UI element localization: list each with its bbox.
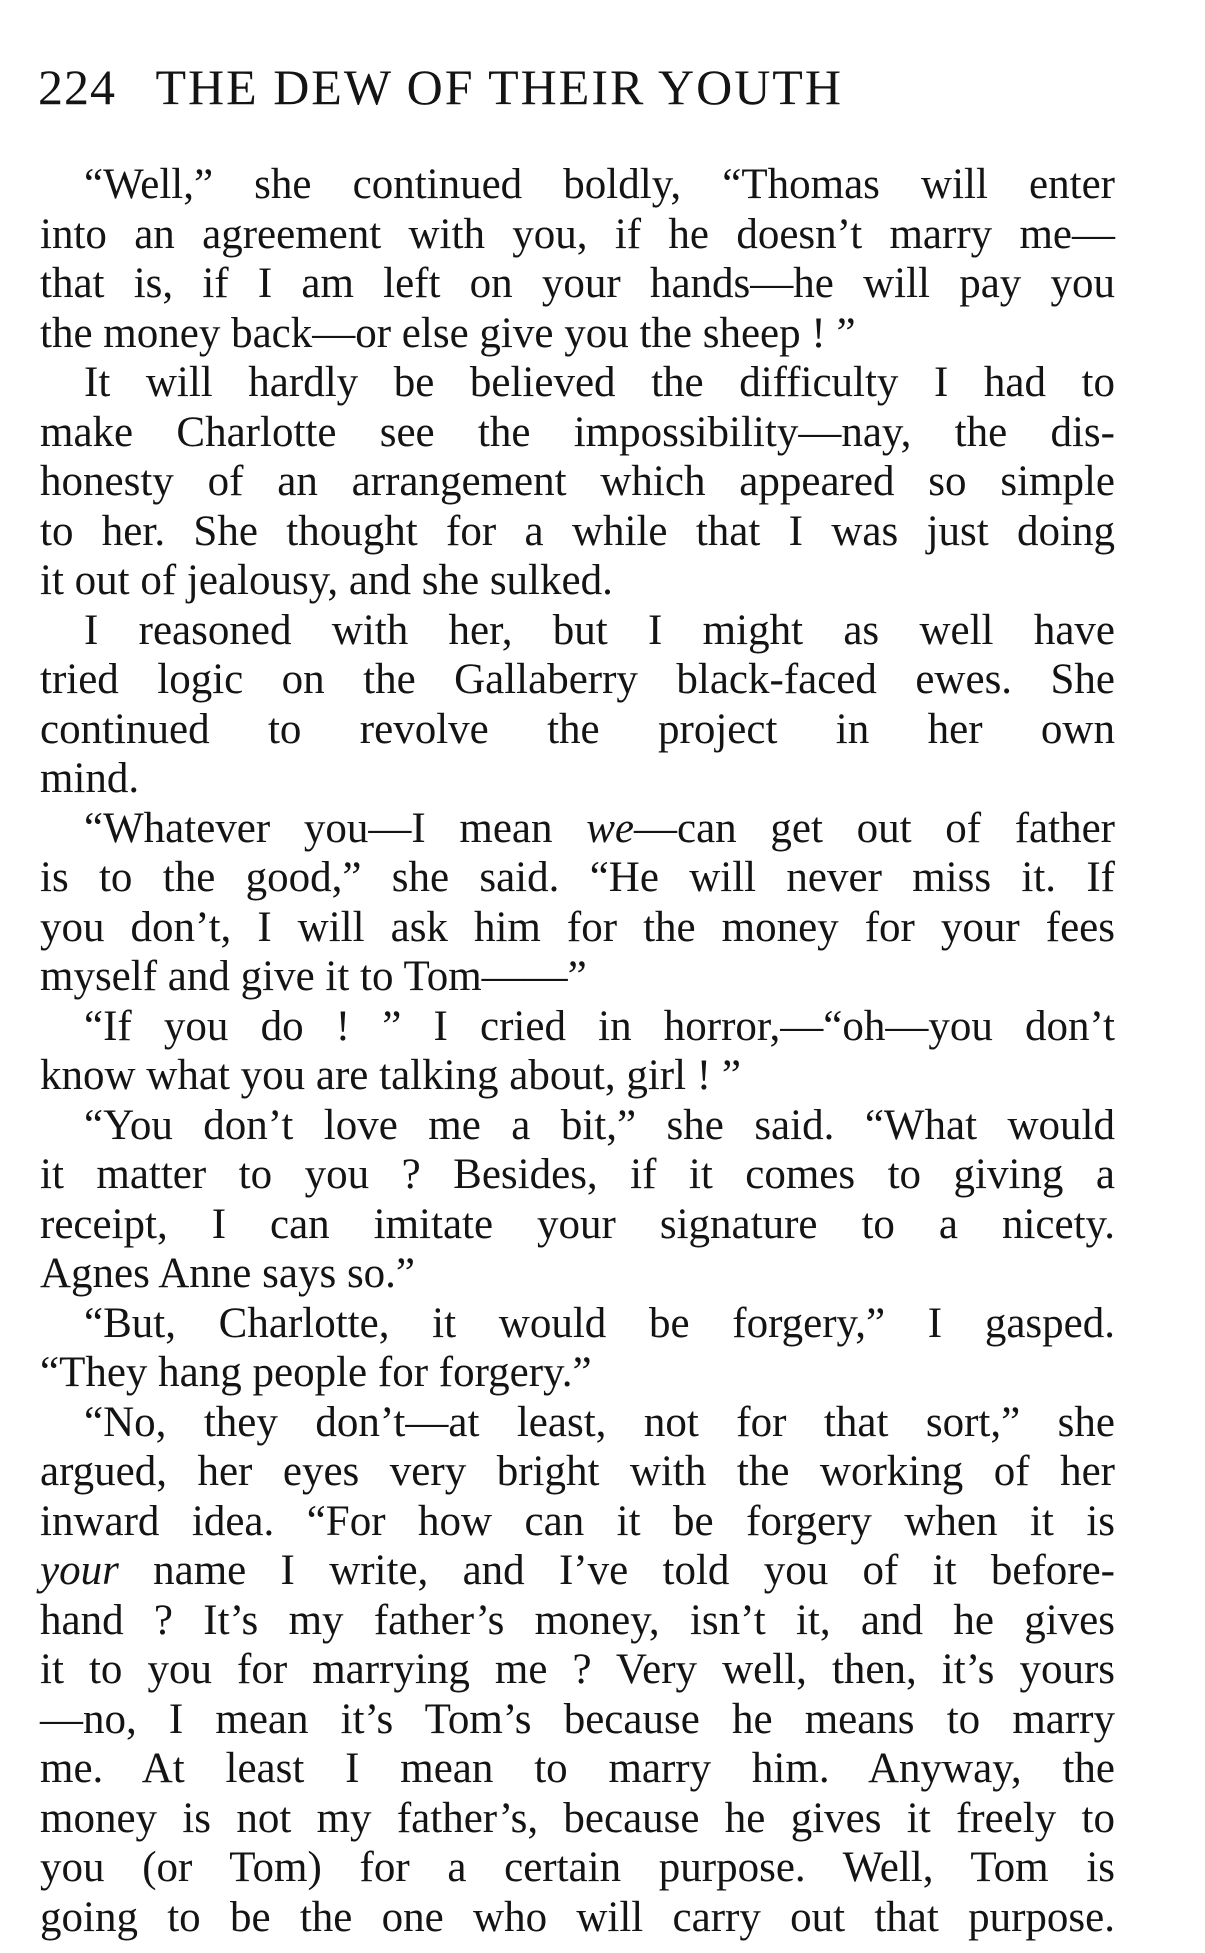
text-line: I reasoned with her, but I might as well have — [84, 606, 1115, 654]
text-line: myself and give it to Tom——” — [40, 953, 587, 1000]
text-line: know what you are talking about, girl ! ” — [40, 1052, 741, 1099]
text-line: Agnes Anne says so.” — [40, 1250, 416, 1297]
text-line: me. At least I mean to marry him. Anyway, the — [40, 1745, 1115, 1792]
text-line: receipt, I can imitate your signature to a nicety. — [40, 1200, 1115, 1248]
text-line: is to the good,” she said. “He will never miss it. If — [40, 854, 1115, 901]
italic-word: we — [586, 804, 634, 852]
text-line: you don’t, I will ask him for the money for your fees — [40, 903, 1115, 951]
text-line: “But, Charlotte, it would be forgery,” I gasped. — [84, 1299, 1115, 1347]
text-line: it matter to you ? Besides, if it comes to giving a — [40, 1151, 1115, 1198]
text-line: mind. — [40, 755, 140, 802]
text-line: “Well,” she continued boldly, “Thomas will enter — [84, 161, 1115, 208]
text-line: “They hang people for forgery.” — [40, 1349, 592, 1396]
text-line: hand ? It’s my father’s money, isn’t it, and he gives — [40, 1596, 1115, 1644]
text-line: “If you do ! ” I cried in horror,—“oh—you don’t — [84, 1002, 1115, 1050]
text-line: It will hardly be believed the difficulty I had to — [84, 359, 1115, 406]
text-run: —can get out of father — [634, 804, 1115, 852]
text-line: money is not my father’s, because he gives it freely to — [40, 1794, 1115, 1842]
text-line: you (or Tom) for a certain purpose. Well, Tom is — [40, 1844, 1115, 1891]
text-line — [40, 804, 1115, 854]
text-line: going to be the one who will carry out that purpose. — [40, 1893, 1115, 1941]
text-run: name I write, and I’ve told you of it before- — [118, 1547, 1115, 1594]
text-line: “No, they don’t—at least, not for that sort,” she — [84, 1398, 1115, 1446]
text-line: honesty of an arrangement which appeared so simple — [40, 458, 1115, 505]
text-line: —no, I mean it’s Tom’s because he means to marry — [40, 1695, 1115, 1743]
text-line: “You don’t love me a bit,” she said. “What would — [84, 1101, 1115, 1149]
text-line — [40, 1546, 1115, 1596]
italic-word: your — [40, 1547, 119, 1594]
text-line: the money back—or else give you the sheep ! ” — [40, 309, 856, 357]
text-line: it to you for marrying me ? Very well, then, it’s yours — [40, 1646, 1115, 1693]
text-line: make Charlotte see the impossibility—nay, the dis- — [40, 408, 1115, 456]
text-line: inward idea. “For how can it be forgery when it is — [40, 1497, 1115, 1545]
text-line: argued, her eyes very bright with the working of her — [40, 1448, 1115, 1495]
page-number: 224 — [38, 59, 116, 115]
text-line: continued to revolve the project in her own — [40, 705, 1115, 753]
text-line: tried logic on the Gallaberry black-faced ewes. She — [40, 656, 1115, 703]
text-run: “Whatever you—I mean — [84, 804, 587, 852]
body-text — [40, 160, 1115, 1942]
text-line: into an agreement with you, if he doesn’t marry me— — [40, 210, 1115, 258]
running-header — [38, 52, 1118, 122]
running-title: THE DEW OF THEIR YOUTH — [155, 59, 843, 115]
text-line: to her. She thought for a while that I was just doing — [40, 507, 1115, 555]
text-line: it out of jealousy, and she sulked. — [40, 557, 613, 604]
text-line: that is, if I am left on your hands—he will pay you — [40, 260, 1115, 307]
